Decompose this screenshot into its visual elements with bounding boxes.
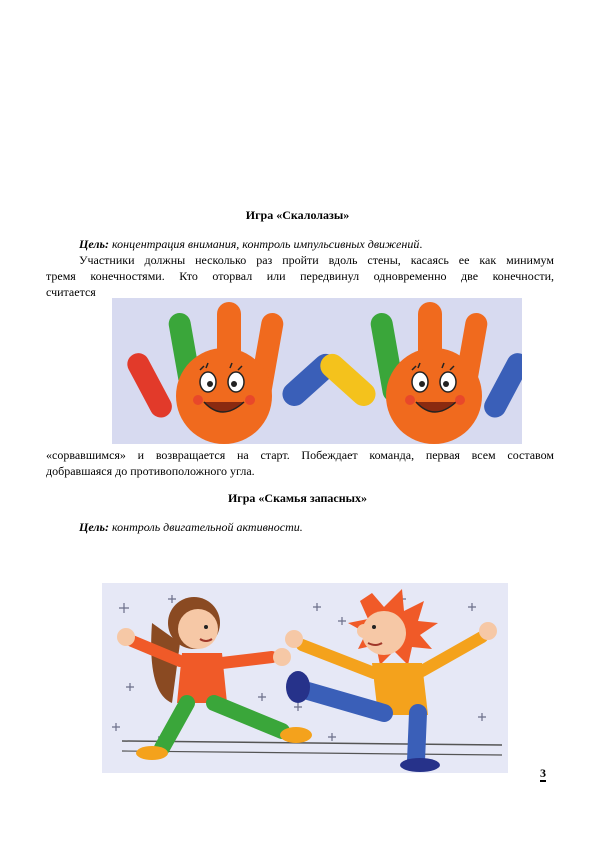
kids-drawing	[102, 583, 508, 773]
left-hand-pinky	[123, 349, 175, 421]
right-hand-pinky	[480, 349, 522, 421]
game2-goal-text: контроль двигательной активности.	[112, 520, 303, 534]
game1-para-line2: тремя конечностями. Кто оторвал или передвинул одновременно две конечности,	[46, 269, 554, 283]
game1-para-line4: «сорвавшимся» и возвращается на старт. Побеждает команда, первая всем составом	[46, 448, 554, 462]
hands-illustration	[112, 298, 522, 444]
game1-goal-end: .	[419, 237, 423, 251]
hands-drawing	[112, 298, 522, 444]
game1-para-line5: добравшаяся до противоположного угла.	[46, 464, 255, 478]
game2-goal	[79, 519, 549, 535]
game2-title: Игра «Скамья запасных»	[227, 491, 368, 505]
left-hand-palm	[176, 348, 272, 444]
game1-goal	[79, 236, 549, 252]
floor-line	[122, 741, 502, 745]
kids-illustration	[102, 583, 508, 773]
game1-para-line3: считается	[46, 285, 96, 299]
right-hand-palm	[386, 348, 482, 444]
game1-goal-text: концентрация внимания, контроль импульсивных движений	[112, 237, 420, 251]
game1-para-line1: Участники должны несколько раз пройти вдоль стены, касаясь ее как минимум	[79, 253, 554, 267]
left-hand	[123, 302, 342, 444]
girl	[117, 597, 312, 760]
game1-goal-label: Цель:	[79, 237, 109, 251]
game1-title: Игра «Скалолазы»	[245, 208, 350, 222]
page-number: 3	[540, 766, 546, 780]
game2-goal-label: Цель:	[79, 520, 109, 534]
right-hand	[315, 302, 522, 444]
